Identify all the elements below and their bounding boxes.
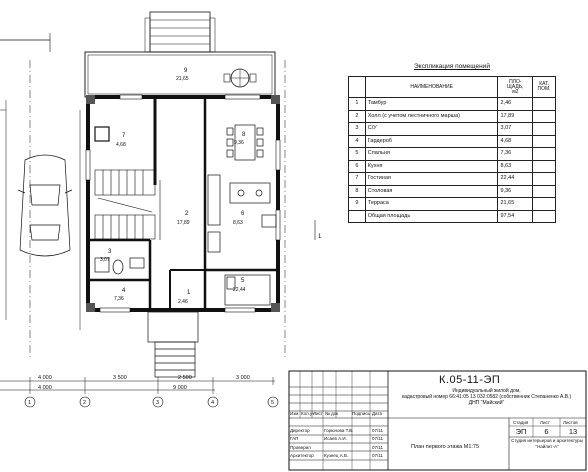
date-architect: 07/11 [372,453,383,458]
fireplace [95,127,109,141]
explication-table [348,63,556,223]
room-8-area: 9,36 [234,140,244,146]
svg-text:1: 1 [318,234,322,240]
header-number [349,77,366,98]
header-category: КАТ. ПОМ. [533,77,556,98]
bed [225,275,270,305]
axis-2: 2 [83,400,87,406]
col-kol: Кол.уч [301,411,315,416]
staircase [95,170,160,240]
header-name: НАИМЕНОВАНИЕ [365,77,498,98]
col-izm: Изм [290,411,299,416]
header-area: ПЛО- ЩАДЬ, м2 [498,77,533,98]
col-list: Лист [313,411,323,416]
name-gap: Исаев А.И. [324,436,347,441]
table-row: 5 Спальня 7,36 [349,148,556,161]
dining-table [227,125,263,160]
table-row: 7 Гостиная 22,44 [349,173,556,186]
room-9-area: 21,65 [176,76,189,82]
sheet-label: Лист [540,420,550,425]
room-9-num: 9 [184,68,188,74]
dim-4: 3 000 [236,375,250,381]
grid-axes [25,397,278,407]
building-walls [86,95,280,312]
room-7-area: 4,68 [116,142,126,148]
room-2-num: 2 [185,211,189,217]
axis-4: 4 [211,400,215,406]
name-architect: Кузнец А.В. [324,453,349,458]
dim-3: 2 500 [178,375,192,381]
dim-total-2: 9 000 [173,385,187,391]
room-7-num: 7 [122,133,126,139]
entrance-porch [148,312,198,377]
name-director: Горюнова Т.В. [324,428,354,433]
role-architect: Архитектор [290,453,314,458]
role-director: Директор [290,428,310,433]
room-6-num: 6 [241,211,245,217]
section-mark [315,220,322,240]
dim-1: 4 000 [38,375,52,381]
axis-3: 3 [156,400,160,406]
organization-name: Студия интерьеров и архитектуры "Найлит-А" [511,438,583,449]
stage-label: Стадия [513,420,529,425]
explication-title: Экспликация помещений [414,63,491,70]
room-4-area: 7,36 [114,296,124,302]
room-1-area: 2,46 [178,299,188,305]
room-2-area: 17,89 [177,220,190,226]
sheet-title: План первого этажа М1:75 [411,444,480,450]
terrace [85,12,275,97]
room-1-num: 1 [187,290,191,296]
col-doc: № док [325,411,339,416]
axis-1: 1 [28,400,32,406]
dimension-texts [38,375,250,391]
table-row: 1 Тамбур 2,46 [349,98,556,111]
date-gap: 07/11 [372,436,383,441]
room-3-area: 3,07 [100,257,110,263]
title-block [289,371,586,470]
room-6-area: 8,63 [233,220,243,226]
col-date: Дата [372,411,382,416]
table-row: 2 Холл (с учетом лестничного марша) 17,89 [349,110,556,123]
room-5-num: 5 [241,278,245,284]
table-row: 9 Терраса 21,65 [349,198,556,211]
role-gap: ГАП [290,436,299,441]
date-director: 07/11 [372,428,383,433]
room-8-num: 8 [242,132,246,138]
sheets-value: 13 [568,427,578,436]
room-4-num: 4 [122,288,126,294]
project-code: К.05-11-ЭП [439,374,501,386]
stage-value: ЭП [515,427,527,436]
axis-5: 5 [271,400,275,406]
project-description: Индивидуальный жилой дом, кадастровый номер 66:41:05 13 032:0582 (собственник Степаненко А.В.) ДНП "Майский" [401,388,572,406]
table-row: 8 Столовая 9,36 [349,185,556,198]
table-row: 4 Гардероб 4,68 [349,135,556,148]
sheet-value: 6 [544,427,549,436]
car-outline [18,155,72,256]
room-3-num: 3 [108,249,112,255]
table-row: 6 Кухня 8,63 [349,160,556,173]
explication-header [349,77,556,98]
date-checked: 07/11 [372,445,383,450]
role-checked: Проверил [290,445,311,450]
room-5-area: 22,44 [233,287,246,293]
table-row: 3 С/У 3,07 [349,123,556,136]
dim-total-1: 4 000 [38,385,52,391]
table-row-total: Общая площадь 97,54 [349,210,556,223]
dim-2: 3 500 [113,375,127,381]
sheets-label: Листов [563,420,578,425]
col-signature: Подпись [352,411,370,416]
